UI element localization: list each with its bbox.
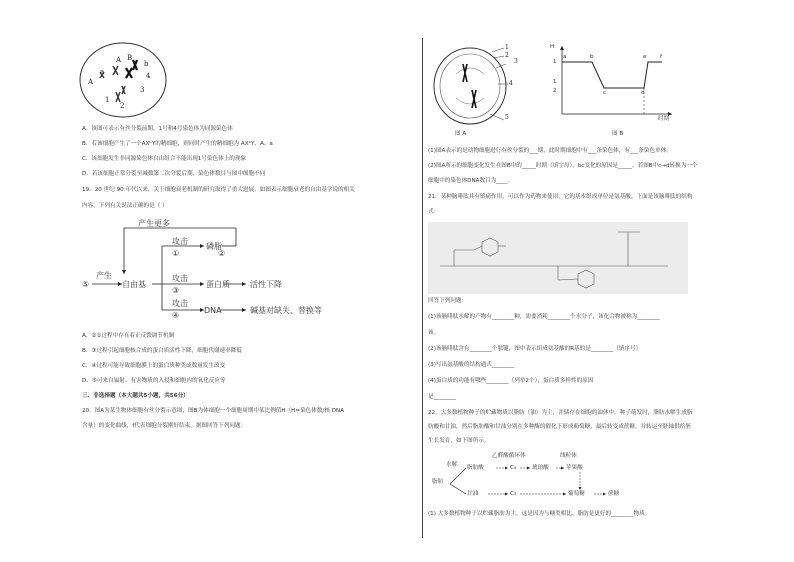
diagram-glucose: 葡萄糖 <box>568 491 585 497</box>
figb-caption: 图 B <box>612 131 624 137</box>
diagram-sucrose: 蔗糖 <box>608 491 620 497</box>
q21-item4: (4)蛋白质的功能有哪些________（列举2个），蛋白质多样性的原因 <box>428 378 594 384</box>
q22-stem-line1: 22．大多数植物种子的贮藏物质以脂肪（油）为主，并储存在细胞的油体中。种子萌发时，脂肪水解生成脂 <box>428 410 693 416</box>
cell-label-4: 4 <box>146 72 151 80</box>
q19-stem-line2: 内容，下列有关说法正确的是（ ） <box>82 203 168 209</box>
diagram-c4: C₄ <box>510 465 517 471</box>
q20-item3: 细胞中的染色体DNA数目为____。 <box>428 178 514 184</box>
diagram-hydrolysis: 水解 <box>446 462 458 468</box>
diagram-fattyacid: 脂肪酸 <box>467 465 484 471</box>
q19-option-a: A．②①过程中存在着正反馈调节机制 <box>82 333 175 339</box>
section3-heading: 三、非选择题（本大题共5小题，共56分） <box>82 393 189 399</box>
flow-circle2: ② <box>218 249 226 258</box>
q21-stem-line1: 21．某种脑啡肽具有镇痛作用，可以作为药物来使用，它的基本组成单位是氨基酸。下面是该脑啡肽的结构 <box>428 194 693 200</box>
cell-label-3: 3 <box>140 86 145 94</box>
q21-item2: (2)该脑啡肽含有________个肽键，图中表示组成氨基酸的R基的是________（填序号） <box>428 346 642 352</box>
q18-option-d: D．若该细胞正常分裂至减数第二次分裂后期，染色体数目与图中细胞不同 <box>82 171 266 177</box>
q22-item1: (1) 大多数植物种子以贮藏脂肪为主，这是因为与糖类相比，脂肪是更好的________物质。 <box>428 511 651 517</box>
diagram-fat: 脂肪 <box>432 479 444 485</box>
graph-point-b: b <box>590 54 594 60</box>
q20-item1: (1)图A表示的是动物细胞进行有丝分裂的___期，此时期细胞中有___条染色体，有___条染色单体。 <box>428 148 672 154</box>
flow-more: 产生更多 <box>138 219 170 228</box>
q18-option-c: C．该细胞发生非同源染色体自由组合不能出现1号染色体上的现象 <box>82 156 247 162</box>
cell-label-2: 2 <box>120 102 125 110</box>
graph-yhalf-num: 1 <box>553 79 557 85</box>
q21-stem-line2: 式： <box>428 209 440 215</box>
diagram-c3: C₃ <box>510 491 517 497</box>
cell-label-A2: A <box>116 56 122 64</box>
flow-mutation: 碱基对缺失、替换等 <box>250 306 322 315</box>
graph-point-f: f <box>660 54 662 60</box>
cell-label-a: a <box>100 68 105 76</box>
graph-xlabel: 时期 <box>658 116 670 122</box>
flow-radical: 自由基 <box>122 280 146 289</box>
q20-stem-line1: 20．图A为某生物体细胞有丝分裂示意图，图B为体细胞一个细胞周期中某比例值H（H=染色体数/核 DNA <box>82 408 345 414</box>
flow-produce: 产生 <box>96 271 112 280</box>
graph-point-c: c <box>603 90 607 96</box>
flow-attack2: 攻击 <box>172 274 188 283</box>
graph-point-a: a <box>563 54 567 60</box>
graph-ylabel: H <box>550 44 555 50</box>
figure-b-graph <box>548 44 678 120</box>
flow-attack3: 攻击 <box>172 299 188 308</box>
q21-item4b: 是________ <box>428 394 456 400</box>
q19-stem-line1: 19．20 世纪 90 年代以来，关于细胞衰老机制的研究取得了重大进展。如图表示细胞衰老的自由基学说的相关 <box>82 187 355 193</box>
q21-item1b: 该。 <box>428 330 440 336</box>
q18-option-a: A．该图可表示有丝分裂前期，1号和4号染色体为同源染色体 <box>82 126 233 132</box>
flow-dna: DNA <box>204 306 222 315</box>
q18-option-b: B．若该细胞产生了一个AXᵇY的精细胞，则同时产生的精细胞为 AXᵇY、A、a <box>82 141 273 147</box>
figa-num-4: 4 <box>509 80 513 87</box>
diagram-mitochondria: 线粒体 <box>560 453 577 459</box>
diagram-succinate: 琥珀酸 <box>532 465 549 471</box>
q21-item3: (3)写出氨基酸的结构通式________ <box>428 362 515 368</box>
q19-option-d: D．⑤可来自辐射、有害物质的入侵和细胞内的氧化反应等 <box>82 378 226 384</box>
graph-point-d: d <box>641 90 645 96</box>
q20-stem-line2: 含量）的变化曲线，f代表细胞分裂刚好结束。据图回答下列问题： <box>82 423 247 429</box>
diagram-pyruvate: 苹果酸 <box>566 465 583 471</box>
enkephalin-structure <box>428 222 688 294</box>
figa-num-5: 5 <box>505 114 509 121</box>
q21-answer-intro: 回答下列问题： <box>428 298 468 304</box>
q19-option-b: B．③过程引起细胞核合成的蛋白质活性下降，细胞代谢速率降低 <box>82 348 242 354</box>
column-divider <box>422 38 423 538</box>
cell-label-A1: A <box>88 78 94 86</box>
q20-item2: (2)图A所示的细胞变化发生在图B中的_____时期（填字母），bc变化的原因是_____。若图B中c→d转换为一个 <box>428 163 698 169</box>
flow-attack1: 攻击 <box>172 237 188 246</box>
flow-activity: 活性下降 <box>250 280 282 289</box>
graph-yhalf-den: 2 <box>553 88 557 94</box>
graph-point-e: e <box>643 54 647 60</box>
q21-item1: (1)该脑啡肽水解的产物有________种，需要消耗________个水分子，该化合物被称为________ <box>428 314 660 320</box>
flow-phospholipid: 磷脂 <box>206 242 222 251</box>
flow-circle5: ⑤ <box>82 280 90 289</box>
figa-caption: 图 A <box>455 131 467 137</box>
cell-label-b: b <box>144 60 149 68</box>
diagram-glycerol: 甘油 <box>467 491 479 497</box>
q22-stem-line3: 生长发育，如下图所示。 <box>428 438 490 444</box>
flow-protein: 蛋白质 <box>206 280 230 289</box>
diagram-glyoxysome: 乙醛酸循环体 <box>492 453 526 459</box>
cell-label-1: 1 <box>105 96 110 104</box>
graph-y1: 1 <box>553 59 557 65</box>
flow-circle1: ① <box>172 249 180 258</box>
flow-circle4: ④ <box>172 311 180 320</box>
figa-num-3: 3 <box>514 58 518 65</box>
figa-num-2: 2 <box>505 52 509 59</box>
q22-stem-line2: 肪酸和甘油，然后脂肪酸和甘油分别在多种酶的催化下形成葡萄糖，最后转变成蔗糖，并转运至胚轴供给胚 <box>428 424 691 430</box>
flow-circle3: ③ <box>172 286 180 295</box>
figa-num-1: 1 <box>505 44 509 51</box>
cell-label-B: B <box>127 54 133 62</box>
q19-option-c: C．④过程可能导致细胞膜上的蛋白质种类或数量发生改变 <box>82 363 226 369</box>
